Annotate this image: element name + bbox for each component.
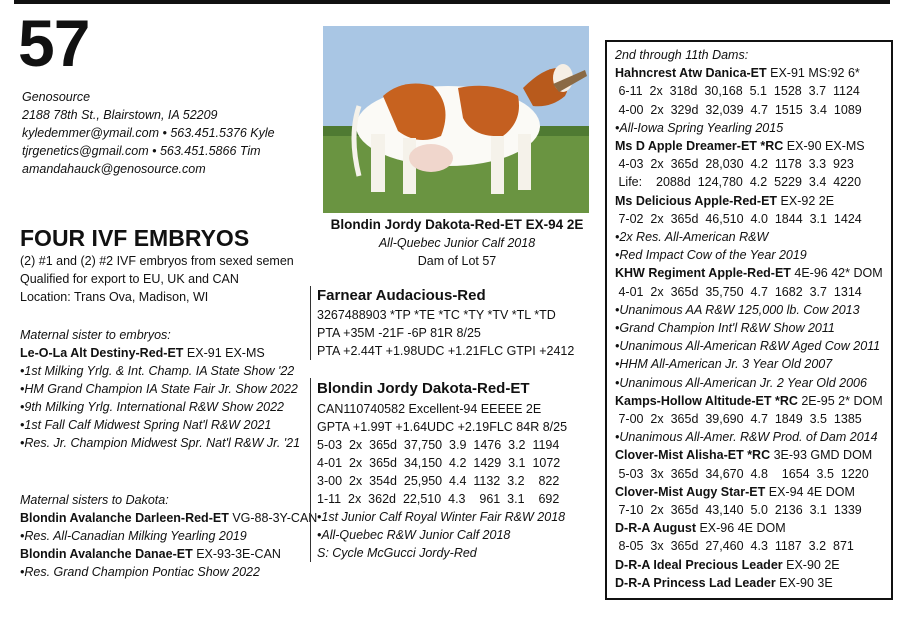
dam-entry-honor: •Grand Champion Int'l R&W Show 2011 [615, 321, 835, 336]
dam-entry-honor: •Red Impact Cow of the Year 2019 [615, 248, 807, 263]
dam-entry-name: Clover-Mist Alisha-ET *RC [615, 448, 771, 463]
offering-line: (2) #1 and (2) #2 IVF embryos from sexed semen [20, 254, 294, 268]
honor-line: •9th Milking Yrlg. International R&W Show 2022 [20, 400, 285, 414]
dam-entry-honor: •Unanimous All-Amer. R&W Prod. of Dam 2014 [615, 430, 878, 445]
dam-entry-score: 2E-95 2* DOM [797, 393, 883, 408]
dam-entry-score: EX-92 2E [777, 193, 835, 208]
consignor-contact-line: kyledemmer@ymail.com • 563.451.5376 Kyle [22, 126, 275, 140]
dam-entry-header [615, 192, 891, 210]
dam-entry-honor: •2x Res. All-American R&W [615, 230, 769, 245]
maternal-sisters-dakota [20, 491, 317, 581]
sister-name: Blondin Avalanche Danae-ET [20, 547, 193, 561]
dam-entry-score: 4E-96 42* DOM [790, 266, 883, 281]
dam-entry-name: D-R-A Princess Lad Leader [615, 575, 776, 590]
caption-note: Dam of Lot 57 [417, 254, 497, 268]
dam-name: Blondin Jordy Dakota-Red-ET [317, 380, 530, 397]
dam-entry-name: D-R-A Ideal Precious Leader [615, 557, 783, 572]
dam-entry-record: 4-03 2x 365d 28,030 4.2 1178 3.3 923 [615, 157, 854, 172]
dam-entry-name: KHW Regiment Apple-Red-ET [615, 266, 791, 281]
section-label: Maternal sister to embryos: [20, 328, 171, 342]
lot-number: 57 [18, 6, 90, 80]
dam-entry-name: Kamps-Hollow Altitude-ET *RC [615, 393, 798, 408]
dam-entry-score: EX-96 4E DOM [696, 521, 786, 536]
dam-entry-name: Clover-Mist Augy Star-ET [615, 484, 766, 499]
honor-line: •All-Quebec R&W Junior Calf 2018 [317, 528, 511, 542]
dam-entry-honor: •Unanimous All-American Jr. 2 Year Old 2006 [615, 375, 867, 390]
sister-score: EX-91 EX-MS [183, 346, 265, 360]
caption-name: Blondin Jordy Dakota-Red-ET EX-94 2E [330, 217, 584, 232]
sister-name: Blondin Avalanche Darleen-Red-ET [20, 511, 229, 525]
dam-record: 5-03 2x 365d 37,750 3.9 1476 3.2 1194 [317, 438, 560, 452]
sire-line: PTA +2.44T +1.98UDC +1.21FLC GTPI +2412 [317, 344, 575, 358]
sire-line: PTA +35M -21F -6P 81R 8/25 [317, 326, 481, 340]
dams-panel-label: 2nd through 11th Dams: [615, 48, 749, 62]
dam-entry-record: 7-10 2x 365d 43,140 5.0 2136 3.1 1339 [615, 503, 862, 518]
cow-photo [323, 26, 589, 213]
dam-entry-record: 7-00 2x 365d 39,690 4.7 1849 3.5 1385 [615, 412, 862, 427]
dam-entry-score: EX-90 EX-MS [783, 139, 865, 154]
dam-entry-record: 4-01 2x 365d 35,750 4.7 1682 3.7 1314 [615, 284, 862, 299]
dam-entry-header [615, 483, 891, 501]
sire-block [310, 286, 604, 360]
dam-entry-score: 3E-93 GMD DOM [770, 448, 873, 463]
dam-entry-name: Ms Delicious Apple-Red-ET [615, 193, 778, 208]
dam-entry-name: Ms D Apple Dreamer-ET *RC [615, 139, 784, 154]
dam-gpta: GPTA +1.99T +1.64UDC +2.19FLC 84R 8/25 [317, 420, 568, 434]
dam-entry-record: 5-03 3x 365d 34,670 4.8 1654 3.5 1220 [615, 466, 869, 481]
dam-entry-header [615, 446, 891, 464]
section-label: Maternal sisters to Dakota: [20, 493, 169, 507]
sister-name: Le-O-La Alt Destiny-Red-ET [20, 346, 184, 360]
dam-record: 3-00 2x 354d 25,950 4.4 1132 3.2 822 [317, 474, 560, 488]
offering-line: Location: Trans Ova, Madison, WI [20, 290, 209, 304]
cow-illustration [323, 26, 589, 213]
offering-line: Qualified for export to EU, UK and CAN [20, 272, 239, 286]
honor-line: •Res. Grand Champion Pontiac Show 2022 [20, 565, 260, 579]
consignor-name: Genosource [22, 90, 91, 104]
dam-record: 4-01 2x 365d 34,150 4.2 1429 3.1 1072 [317, 456, 561, 470]
maternal-sister-embryos [20, 326, 300, 452]
dam-block [310, 378, 604, 562]
dam-entry-name: D-R-A August [615, 521, 696, 536]
honor-line: •1st Fall Calf Midwest Spring Nat'l R&W 2021 [20, 418, 272, 432]
dam-entry-score: EX-90 3E [775, 575, 833, 590]
consignor-address: 2188 78th St., Blairstown, IA 52209 [22, 108, 218, 122]
offering-title: FOUR IVF EMBRYOS [20, 225, 250, 251]
dam-entry-record: 4-00 2x 329d 32,039 4.7 1515 3.4 1089 [615, 102, 862, 117]
honor-line: •1st Milking Yrlg. & Int. Champ. IA State Show '22 [20, 364, 295, 378]
dam-entry-header [615, 392, 891, 410]
dam-entry-header [615, 264, 891, 282]
dam-entry-record: 7-02 2x 365d 46,510 4.0 1844 3.1 1424 [615, 211, 862, 226]
top-rule [14, 0, 890, 4]
dam-entry-header [615, 574, 891, 592]
dam-id-line: CAN110740582 Excellent-94 EEEEE 2E [317, 402, 542, 416]
sire-of-dam: S: Cycle McGucci Jordy-Red [317, 546, 477, 560]
dam-entry-name: Hahncrest Atw Danica-ET [615, 66, 767, 81]
honor-line: •Res. Jr. Champion Midwest Spr. Nat'l R&W Jr. '21 [20, 436, 301, 450]
dam-entry-honor: •HHM All-American Jr. 3 Year Old 2007 [615, 357, 833, 372]
dam-entry-record: 6-11 2x 318d 30,168 5.1 1528 3.7 1124 [615, 84, 860, 99]
sire-line: 3267488903 *TP *TE *TC *TY *TV *TL *TD [317, 308, 556, 322]
dam-entry-header [615, 556, 891, 574]
dam-entry-record: Life: 2088d 124,780 4.2 5229 3.4 4220 [615, 175, 862, 190]
honor-line: •HM Grand Champion IA State Fair Jr. Show 2022 [20, 382, 298, 396]
dam-entry-honor: •Unanimous All-American R&W Aged Cow 2011 [615, 339, 881, 354]
honor-line: •1st Junior Calf Royal Winter Fair R&W 2018 [317, 510, 566, 524]
caption-honor: All-Quebec Junior Calf 2018 [378, 236, 536, 250]
dam-entry-header [615, 519, 891, 537]
offering-details [20, 252, 294, 306]
sister-score: EX-93-3E-CAN [192, 547, 281, 561]
sire-name: Farnear Audacious-Red [317, 287, 486, 304]
dam-entry-score: EX-91 MS:92 6* [766, 66, 860, 81]
dam-entry-header [615, 64, 891, 82]
dam-entry-score: EX-94 4E DOM [765, 484, 855, 499]
consignor-contact-line: tjrgenetics@gmail.com • 563.451.5866 Tim [22, 144, 261, 158]
sister-score: VG-88-3Y-CAN [228, 511, 318, 525]
photo-caption [310, 216, 604, 270]
dam-entry-record: 8-05 3x 365d 27,460 4.3 1187 3.2 871 [615, 539, 854, 554]
dam-entry-honor: •All-Iowa Spring Yearling 2015 [615, 120, 784, 135]
consignor-contact-line: amandahauck@genosource.com [22, 162, 206, 176]
dam-entry-score: EX-90 2E [782, 557, 840, 572]
dam-entry-header [615, 137, 891, 155]
consignor-contact [22, 88, 275, 178]
dam-entry-honor: •Unanimous AA R&W 125,000 lb. Cow 2013 [615, 302, 860, 317]
dams-panel [605, 40, 893, 600]
honor-line: •Res. All-Canadian Milking Yearling 2019 [20, 529, 247, 543]
dam-record: 1-11 2x 362d 22,510 4.3 961 3.1 692 [317, 492, 560, 506]
